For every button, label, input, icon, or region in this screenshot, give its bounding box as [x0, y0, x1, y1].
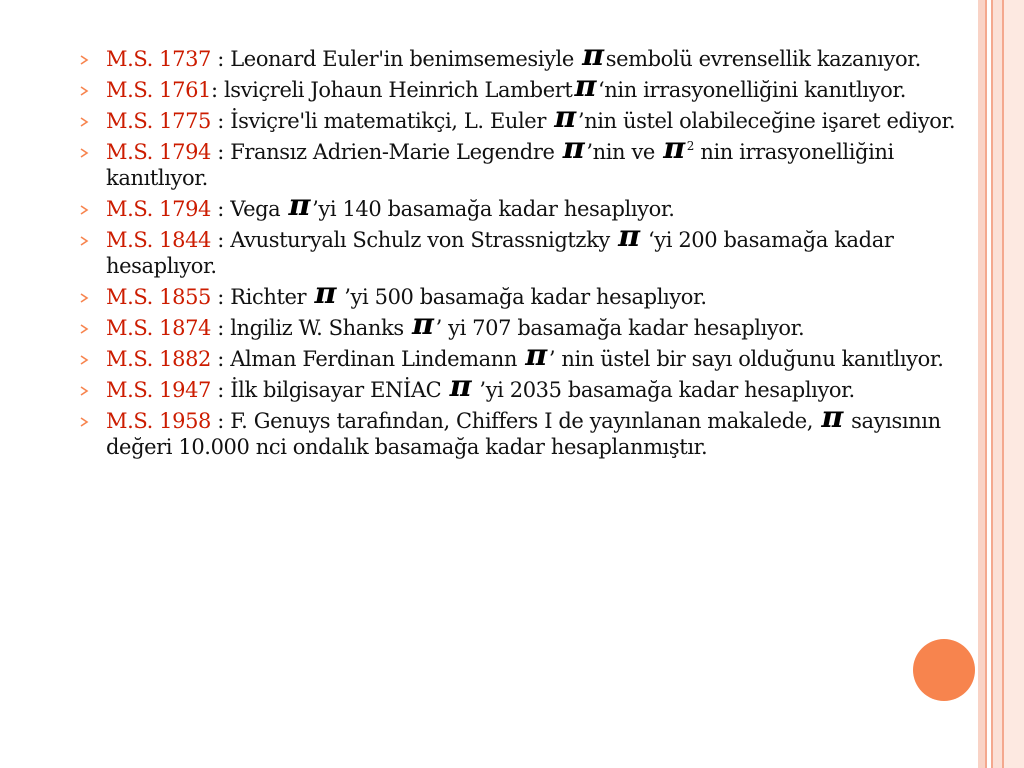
bullet-list	[80, 38, 980, 465]
item-text: : Richter	[211, 285, 313, 309]
item-text: ’yi 140 basamağa kadar hesaplıyor.	[312, 197, 675, 221]
item-text: : Avusturyalı Schulz von Strassnigtzky	[211, 228, 617, 252]
pi-symbol: π	[574, 69, 596, 104]
year-label: M.S. 1958	[106, 409, 212, 433]
item-text: ’ nin üstel bir sayı olduğunu kanıtlıyor.	[548, 347, 944, 371]
item-text: : lsviçreli Johaun Heinrich Lambert	[211, 78, 573, 102]
pi-symbol: π	[449, 369, 472, 404]
list-item	[80, 131, 980, 191]
pi-symbol: π	[562, 131, 585, 166]
year-label: M.S. 1874	[106, 316, 212, 340]
arrow-bullet-icon	[80, 205, 89, 214]
arrow-bullet-icon	[80, 117, 89, 126]
item-text: : İsviçre'li matematikçi, L. Euler	[211, 109, 553, 133]
pi-symbol: π	[412, 307, 434, 342]
pi-symbol: π	[288, 188, 311, 223]
item-text: ’nin üstel olabileceğine işaret ediyor.	[577, 109, 956, 133]
item-text: sembolü evrensellik kazanıyor.	[605, 47, 921, 71]
list-item	[80, 188, 980, 223]
item-text: : F. Genuys tarafından, Chiffers I de yayınlanan makalede,	[211, 409, 820, 433]
item-text: : Vega	[211, 197, 287, 221]
superscript: 2	[686, 139, 695, 153]
item-text: : İlk bilgisayar ENİAC	[211, 378, 448, 402]
pi-symbol: π	[554, 100, 576, 135]
item-text: : Alman Ferdinan Lindemann	[211, 347, 524, 371]
year-label: M.S. 1947	[106, 378, 212, 402]
item-text: : Leonard Euler'in benimsemesiyle	[211, 47, 581, 71]
item-text: ‘yi 200 basamağa kadar hesaplıyor.	[106, 228, 894, 278]
item-text: ‘nin irrasyonelliğini kanıtlıyor.	[598, 78, 906, 102]
decor-stripe	[1004, 0, 1024, 768]
decor-stripe	[993, 0, 1002, 768]
list-item	[80, 400, 980, 460]
arrow-bullet-icon	[80, 355, 89, 364]
arrow-bullet-icon	[80, 148, 89, 157]
item-text: ’yi 500 basamağa kadar hesaplıyor.	[338, 285, 707, 309]
item-text: nin irrasyonelliğini kanıtlıyor.	[106, 140, 894, 190]
list-item	[80, 69, 980, 104]
arrow-bullet-icon	[80, 293, 89, 302]
item-text: ’nin ve	[586, 140, 662, 164]
pi-symbol: π	[525, 338, 547, 373]
pi-symbol: π	[663, 131, 685, 166]
item-text: : lngiliz W. Shanks	[211, 316, 411, 340]
year-label: M.S. 1794	[106, 140, 212, 164]
pi-symbol: π	[314, 276, 336, 311]
item-text: ’ yi 707 basamağa kadar hesaplıyor.	[435, 316, 805, 340]
arrow-bullet-icon	[80, 55, 89, 64]
arrow-bullet-icon	[80, 324, 89, 333]
year-label: M.S. 1844	[106, 228, 212, 252]
arrow-bullet-icon	[80, 417, 89, 426]
year-label: M.S. 1737	[106, 47, 212, 71]
pi-symbol: π	[618, 219, 640, 254]
list-item	[80, 276, 980, 311]
list-item	[80, 38, 980, 73]
arrow-bullet-icon	[80, 236, 89, 245]
list-item	[80, 100, 980, 135]
decorative-circle	[913, 639, 975, 701]
arrow-bullet-icon	[80, 386, 89, 395]
item-text: ’yi 2035 basamağa kadar hesaplıyor.	[473, 378, 855, 402]
year-label: M.S. 1761	[106, 78, 212, 102]
year-label: M.S. 1794	[106, 197, 212, 221]
pi-symbol: π	[582, 38, 604, 73]
list-item	[80, 369, 980, 404]
item-text: : Fransız Adrien-Marie Legendre	[211, 140, 561, 164]
item-text: sayısının değeri 10.000 nci ondalık basamağa kadar hesaplanmıştır.	[106, 409, 941, 459]
year-label: M.S. 1882	[106, 347, 212, 371]
pi-symbol: π	[821, 400, 843, 435]
list-item	[80, 338, 980, 373]
list-item	[80, 219, 980, 279]
arrow-bullet-icon	[80, 86, 89, 95]
year-label: M.S. 1855	[106, 285, 212, 309]
year-label: M.S. 1775	[106, 109, 212, 133]
